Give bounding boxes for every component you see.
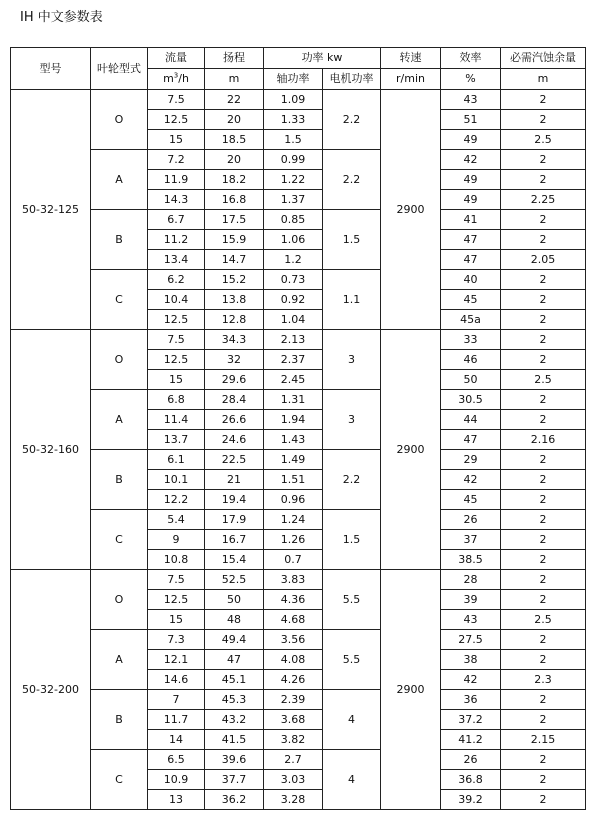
flow-cell: 15	[148, 130, 205, 150]
motor-power-cell: 1.1	[323, 270, 381, 330]
flow-cell: 5.4	[148, 510, 205, 530]
flow-cell: 11.7	[148, 710, 205, 730]
header-flow: 流量	[148, 48, 205, 69]
pump-parameter-table	[10, 47, 586, 810]
head-cell: 20	[205, 110, 264, 130]
flow-cell: 10.8	[148, 550, 205, 570]
header-npsh: 必需汽蚀余量	[501, 48, 586, 69]
shaft-power-cell: 2.45	[264, 370, 323, 390]
impeller-cell: B	[91, 690, 148, 750]
impeller-cell: C	[91, 270, 148, 330]
npsh-cell: 2	[501, 150, 586, 170]
efficiency-cell: 49	[441, 190, 501, 210]
flow-cell: 10.4	[148, 290, 205, 310]
flow-cell: 13	[148, 790, 205, 810]
flow-cell: 15	[148, 610, 205, 630]
motor-power-cell: 5.5	[323, 570, 381, 630]
flow-cell: 7.2	[148, 150, 205, 170]
motor-power-cell: 3	[323, 330, 381, 390]
table-row	[11, 750, 586, 770]
npsh-cell: 2	[501, 110, 586, 130]
impeller-cell: O	[91, 330, 148, 390]
efficiency-cell: 38.5	[441, 550, 501, 570]
motor-power-cell: 3	[323, 390, 381, 450]
npsh-cell: 2	[501, 170, 586, 190]
motor-power-cell: 2.2	[323, 90, 381, 150]
shaft-power-cell: 1.09	[264, 90, 323, 110]
efficiency-cell: 38	[441, 650, 501, 670]
efficiency-cell: 29	[441, 450, 501, 470]
shaft-power-cell: 0.7	[264, 550, 323, 570]
efficiency-cell: 36	[441, 690, 501, 710]
efficiency-cell: 39.2	[441, 790, 501, 810]
efficiency-cell: 42	[441, 470, 501, 490]
npsh-cell: 2	[501, 290, 586, 310]
motor-power-cell: 2.2	[323, 450, 381, 510]
head-cell: 14.7	[205, 250, 264, 270]
flow-cell: 7.5	[148, 570, 205, 590]
flow-unit-exponent: 3	[173, 71, 179, 80]
head-cell: 22	[205, 90, 264, 110]
head-cell: 22.5	[205, 450, 264, 470]
efficiency-cell: 42	[441, 670, 501, 690]
table-header	[11, 48, 586, 90]
head-cell: 12.8	[205, 310, 264, 330]
efficiency-cell: 47	[441, 250, 501, 270]
shaft-power-cell: 3.68	[264, 710, 323, 730]
efficiency-cell: 41	[441, 210, 501, 230]
table-row	[11, 630, 586, 650]
head-cell: 49.4	[205, 630, 264, 650]
header-efficiency: 效率	[441, 48, 501, 69]
efficiency-cell: 37.2	[441, 710, 501, 730]
head-cell: 45.1	[205, 670, 264, 690]
head-cell: 37.7	[205, 770, 264, 790]
head-cell: 26.6	[205, 410, 264, 430]
shaft-power-cell: 1.94	[264, 410, 323, 430]
flow-cell: 7.5	[148, 90, 205, 110]
shaft-power-cell: 4.36	[264, 590, 323, 610]
model-cell: 50-32-160	[11, 330, 91, 570]
head-cell: 24.6	[205, 430, 264, 450]
head-cell: 43.2	[205, 710, 264, 730]
shaft-power-cell: 0.85	[264, 210, 323, 230]
table-row	[11, 390, 586, 410]
flow-unit-suffix: /h	[178, 72, 189, 85]
header-efficiency-unit: %	[441, 69, 501, 90]
npsh-cell: 2	[501, 630, 586, 650]
efficiency-cell: 47	[441, 430, 501, 450]
npsh-cell: 2	[501, 650, 586, 670]
header-head-unit: m	[205, 69, 264, 90]
table-row	[11, 450, 586, 470]
flow-cell: 7	[148, 690, 205, 710]
head-cell: 16.8	[205, 190, 264, 210]
header-flow-unit	[148, 69, 205, 90]
head-cell: 50	[205, 590, 264, 610]
head-cell: 17.5	[205, 210, 264, 230]
head-cell: 17.9	[205, 510, 264, 530]
shaft-power-cell: 0.73	[264, 270, 323, 290]
head-cell: 15.2	[205, 270, 264, 290]
speed-cell: 2900	[381, 90, 441, 330]
efficiency-cell: 43	[441, 610, 501, 630]
head-cell: 18.5	[205, 130, 264, 150]
efficiency-cell: 40	[441, 270, 501, 290]
head-cell: 41.5	[205, 730, 264, 750]
head-cell: 39.6	[205, 750, 264, 770]
flow-cell: 6.7	[148, 210, 205, 230]
impeller-cell: A	[91, 150, 148, 210]
efficiency-cell: 45	[441, 290, 501, 310]
npsh-cell: 2	[501, 470, 586, 490]
efficiency-cell: 45a	[441, 310, 501, 330]
efficiency-cell: 49	[441, 130, 501, 150]
shaft-power-cell: 4.08	[264, 650, 323, 670]
efficiency-cell: 33	[441, 330, 501, 350]
shaft-power-cell: 1.33	[264, 110, 323, 130]
efficiency-cell: 26	[441, 510, 501, 530]
head-cell: 21	[205, 470, 264, 490]
shaft-power-cell: 3.82	[264, 730, 323, 750]
table-row	[11, 150, 586, 170]
flow-cell: 6.2	[148, 270, 205, 290]
flow-unit-base: m	[163, 72, 174, 85]
npsh-cell: 2.5	[501, 370, 586, 390]
flow-cell: 13.7	[148, 430, 205, 450]
impeller-cell: B	[91, 450, 148, 510]
npsh-cell: 2.5	[501, 610, 586, 630]
head-cell: 19.4	[205, 490, 264, 510]
speed-cell: 2900	[381, 570, 441, 810]
efficiency-cell: 28	[441, 570, 501, 590]
impeller-cell: A	[91, 630, 148, 690]
shaft-power-cell: 2.39	[264, 690, 323, 710]
shaft-power-cell: 0.99	[264, 150, 323, 170]
flow-cell: 10.1	[148, 470, 205, 490]
npsh-cell: 2.5	[501, 130, 586, 150]
head-cell: 47	[205, 650, 264, 670]
flow-cell: 12.1	[148, 650, 205, 670]
shaft-power-cell: 1.26	[264, 530, 323, 550]
impeller-cell: A	[91, 390, 148, 450]
shaft-power-cell: 1.22	[264, 170, 323, 190]
flow-cell: 14.3	[148, 190, 205, 210]
impeller-cell: O	[91, 570, 148, 630]
efficiency-cell: 41.2	[441, 730, 501, 750]
motor-power-cell: 1.5	[323, 510, 381, 570]
npsh-cell: 2	[501, 490, 586, 510]
efficiency-cell: 51	[441, 110, 501, 130]
shaft-power-cell: 4.26	[264, 670, 323, 690]
flow-cell: 12.5	[148, 350, 205, 370]
flow-cell: 10.9	[148, 770, 205, 790]
npsh-cell: 2	[501, 310, 586, 330]
header-speed: 转速	[381, 48, 441, 69]
flow-cell: 12.2	[148, 490, 205, 510]
npsh-cell: 2	[501, 530, 586, 550]
npsh-cell: 2	[501, 350, 586, 370]
model-cell: 50-32-200	[11, 570, 91, 810]
shaft-power-cell: 3.56	[264, 630, 323, 650]
npsh-cell: 2.15	[501, 730, 586, 750]
efficiency-cell: 26	[441, 750, 501, 770]
efficiency-cell: 37	[441, 530, 501, 550]
impeller-cell: B	[91, 210, 148, 270]
shaft-power-cell: 4.68	[264, 610, 323, 630]
head-cell: 15.9	[205, 230, 264, 250]
head-cell: 45.3	[205, 690, 264, 710]
motor-power-cell: 5.5	[323, 630, 381, 690]
shaft-power-cell: 1.43	[264, 430, 323, 450]
efficiency-cell: 49	[441, 170, 501, 190]
flow-cell: 14.6	[148, 670, 205, 690]
table-row	[11, 210, 586, 230]
npsh-cell: 2	[501, 750, 586, 770]
flow-cell: 14	[148, 730, 205, 750]
head-cell: 36.2	[205, 790, 264, 810]
efficiency-cell: 43	[441, 90, 501, 110]
shaft-power-cell: 1.37	[264, 190, 323, 210]
npsh-cell: 2.3	[501, 670, 586, 690]
head-cell: 16.7	[205, 530, 264, 550]
head-cell: 48	[205, 610, 264, 630]
shaft-power-cell: 1.49	[264, 450, 323, 470]
efficiency-cell: 50	[441, 370, 501, 390]
impeller-cell: C	[91, 510, 148, 570]
shaft-power-cell: 1.04	[264, 310, 323, 330]
flow-cell: 11.2	[148, 230, 205, 250]
npsh-cell: 2	[501, 770, 586, 790]
flow-cell: 12.5	[148, 590, 205, 610]
flow-cell: 7.3	[148, 630, 205, 650]
shaft-power-cell: 1.5	[264, 130, 323, 150]
npsh-cell: 2	[501, 330, 586, 350]
shaft-power-cell: 2.13	[264, 330, 323, 350]
flow-cell: 11.9	[148, 170, 205, 190]
efficiency-cell: 27.5	[441, 630, 501, 650]
header-npsh-unit: m	[501, 69, 586, 90]
motor-power-cell: 4	[323, 690, 381, 750]
head-cell: 32	[205, 350, 264, 370]
npsh-cell: 2	[501, 510, 586, 530]
efficiency-cell: 44	[441, 410, 501, 430]
table-row	[11, 690, 586, 710]
efficiency-cell: 30.5	[441, 390, 501, 410]
npsh-cell: 2	[501, 690, 586, 710]
npsh-cell: 2	[501, 570, 586, 590]
npsh-cell: 2	[501, 710, 586, 730]
flow-cell: 6.1	[148, 450, 205, 470]
table-body	[11, 90, 586, 810]
table-row	[11, 90, 586, 110]
flow-cell: 11.4	[148, 410, 205, 430]
table-row	[11, 270, 586, 290]
npsh-cell: 2	[501, 90, 586, 110]
flow-cell: 6.5	[148, 750, 205, 770]
flow-cell: 7.5	[148, 330, 205, 350]
npsh-cell: 2.16	[501, 430, 586, 450]
shaft-power-cell: 3.03	[264, 770, 323, 790]
efficiency-cell: 47	[441, 230, 501, 250]
motor-power-cell: 2.2	[323, 150, 381, 210]
flow-cell: 9	[148, 530, 205, 550]
npsh-cell: 2	[501, 450, 586, 470]
header-head: 扬程	[205, 48, 264, 69]
npsh-cell: 2.25	[501, 190, 586, 210]
header-motor-power: 电机功率	[323, 69, 381, 90]
efficiency-cell: 42	[441, 150, 501, 170]
header-model: 型号	[11, 48, 91, 90]
table-row	[11, 330, 586, 350]
efficiency-cell: 46	[441, 350, 501, 370]
head-cell: 28.4	[205, 390, 264, 410]
header-impeller: 叶轮型式	[91, 48, 148, 90]
shaft-power-cell: 1.31	[264, 390, 323, 410]
shaft-power-cell: 2.37	[264, 350, 323, 370]
table-row	[11, 570, 586, 590]
head-cell: 29.6	[205, 370, 264, 390]
head-cell: 13.8	[205, 290, 264, 310]
shaft-power-cell: 0.92	[264, 290, 323, 310]
head-cell: 15.4	[205, 550, 264, 570]
npsh-cell: 2	[501, 390, 586, 410]
impeller-cell: C	[91, 750, 148, 810]
npsh-cell: 2	[501, 790, 586, 810]
npsh-cell: 2.05	[501, 250, 586, 270]
head-cell: 34.3	[205, 330, 264, 350]
page-title: IH 中文参数表	[20, 10, 103, 25]
shaft-power-cell: 3.28	[264, 790, 323, 810]
npsh-cell: 2	[501, 230, 586, 250]
npsh-cell: 2	[501, 590, 586, 610]
model-cell: 50-32-125	[11, 90, 91, 330]
impeller-cell: O	[91, 90, 148, 150]
flow-cell: 6.8	[148, 390, 205, 410]
npsh-cell: 2	[501, 210, 586, 230]
flow-cell: 12.5	[148, 310, 205, 330]
shaft-power-cell: 1.2	[264, 250, 323, 270]
shaft-power-cell: 1.06	[264, 230, 323, 250]
table-row	[11, 510, 586, 530]
shaft-power-cell: 1.51	[264, 470, 323, 490]
shaft-power-cell: 2.7	[264, 750, 323, 770]
shaft-power-cell: 0.96	[264, 490, 323, 510]
motor-power-cell: 4	[323, 750, 381, 810]
motor-power-cell: 1.5	[323, 210, 381, 270]
header-power: 功率 kw	[264, 48, 381, 69]
head-cell: 52.5	[205, 570, 264, 590]
shaft-power-cell: 1.24	[264, 510, 323, 530]
npsh-cell: 2	[501, 270, 586, 290]
head-cell: 20	[205, 150, 264, 170]
flow-cell: 13.4	[148, 250, 205, 270]
flow-cell: 15	[148, 370, 205, 390]
speed-cell: 2900	[381, 330, 441, 570]
npsh-cell: 2	[501, 550, 586, 570]
efficiency-cell: 36.8	[441, 770, 501, 790]
header-speed-unit: r/min	[381, 69, 441, 90]
shaft-power-cell: 3.83	[264, 570, 323, 590]
head-cell: 18.2	[205, 170, 264, 190]
efficiency-cell: 39	[441, 590, 501, 610]
efficiency-cell: 45	[441, 490, 501, 510]
flow-cell: 12.5	[148, 110, 205, 130]
header-shaft-power: 轴功率	[264, 69, 323, 90]
npsh-cell: 2	[501, 410, 586, 430]
